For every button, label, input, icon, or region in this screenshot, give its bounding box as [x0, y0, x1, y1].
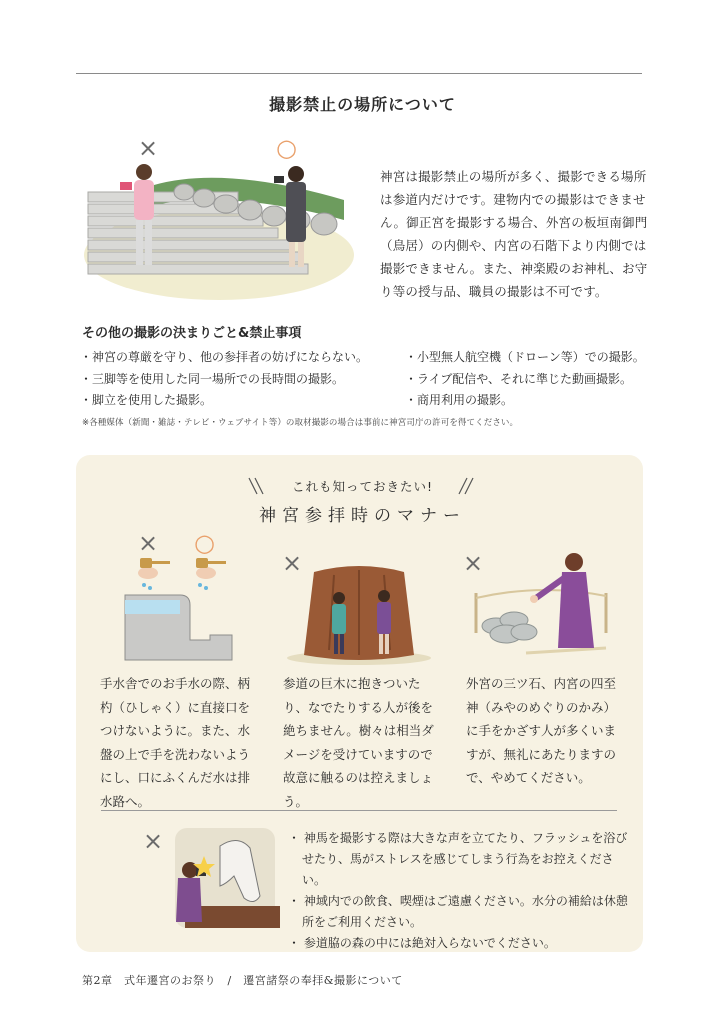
- rules-list-left: [80, 347, 368, 412]
- prohibited-mark-icon: ×: [138, 529, 159, 557]
- allowed-mark-icon: ○: [276, 134, 297, 162]
- photography-intro-paragraph: 神宮は撮影禁止の場所が多く、撮影できる場所は参道内だけです。建物内での撮影はできません。御正宮を撮影する場合、外宮の板垣南御門（鳥居）の内側や、内宮の石階下より内側では撮影できません。また、神楽殿のお神札、お守り等の授与品、職員の撮影は不可です。: [380, 169, 648, 299]
- rules-footnote: ※各種媒体（新聞・雑誌・テレビ・ウェブサイト等）の取材撮影の場合は事前に神宮司庁の許可を得てください。: [82, 418, 519, 428]
- list-item: ・ 神域内での飲食、喫煙はご遠慮ください。水分の補給は休憩所をご利用ください。: [288, 891, 628, 933]
- prohibited-mark-icon: ×: [143, 827, 164, 855]
- rule-item: ・ 三脚等を使用した同一場所での長時間の撮影。: [80, 369, 368, 391]
- sacred-horse-rules-list: [288, 828, 628, 954]
- page-footer: 第2章 式年遷宮のお祭り / 遷宮諸祭の奉拝&撮影について: [82, 974, 403, 987]
- list-item: ・ 神馬を撮影する際は大きな声を立てたり、フラッシュを浴びせたり、馬がストレスを感じてしまう行為をお控えください。: [288, 828, 628, 891]
- manner-item-giant-tree: 参道の巨木に抱きついたり、なでたりする人が後を絶ちません。樹々は相当ダメージを受けていますので故意に触るのは控えましょう。: [283, 676, 434, 809]
- section-title: 撮影禁止の場所について: [269, 95, 456, 114]
- water-basin-ladle-illustration: [120, 555, 240, 665]
- prohibited-mark-icon: ×: [463, 549, 484, 577]
- list-item: ・ 参道脇の森の中には絶対入らないでください。: [288, 933, 628, 954]
- manners-divider: [101, 810, 617, 811]
- rule-item: ・ 脚立を使用した撮影。: [80, 390, 368, 412]
- rule-item: ・ 小型無人航空機（ドローン等）での撮影。: [405, 347, 645, 369]
- manner-item-purification: 手水舎でのお手水の際、柄杓（ひしゃく）に直接口をつけないように。また、水盤の上で手を洗わないようにし、口にふくんだ水は排水路へ。: [100, 676, 251, 809]
- rule-item: ・ 神宮の尊厳を守り、他の参拝者の妨げにならない。: [80, 347, 368, 369]
- allowed-mark-icon: ○: [194, 529, 215, 557]
- sacred-tree-illustration: [284, 560, 434, 665]
- sacred-horse-flash-illustration: [160, 826, 280, 936]
- rule-item: ・ 商用利用の撮影。: [405, 390, 645, 412]
- rules-heading: その他の撮影の決まりごと&禁止事項: [82, 326, 302, 341]
- stone-steps-photography-illustration: [84, 160, 354, 300]
- sacred-stones-illustration: [466, 548, 616, 663]
- rules-list-right: [405, 347, 645, 412]
- manner-item-sacred-stones: 外宮の三ツ石、内宮の四至神（みやのめぐりのかみ）に手をかざす人が多くいますが、無礼にあたりますので、やめてください。: [466, 676, 617, 785]
- prohibited-mark-icon: ×: [138, 134, 159, 162]
- manners-title: 神宮参拝時のマナー: [259, 506, 466, 526]
- prohibited-mark-icon: ×: [282, 549, 303, 577]
- top-divider: [76, 73, 642, 74]
- rule-item: ・ ライブ配信や、それに準じた動画撮影。: [405, 369, 645, 391]
- manners-subtitle: これも知っておきたい!: [291, 479, 433, 494]
